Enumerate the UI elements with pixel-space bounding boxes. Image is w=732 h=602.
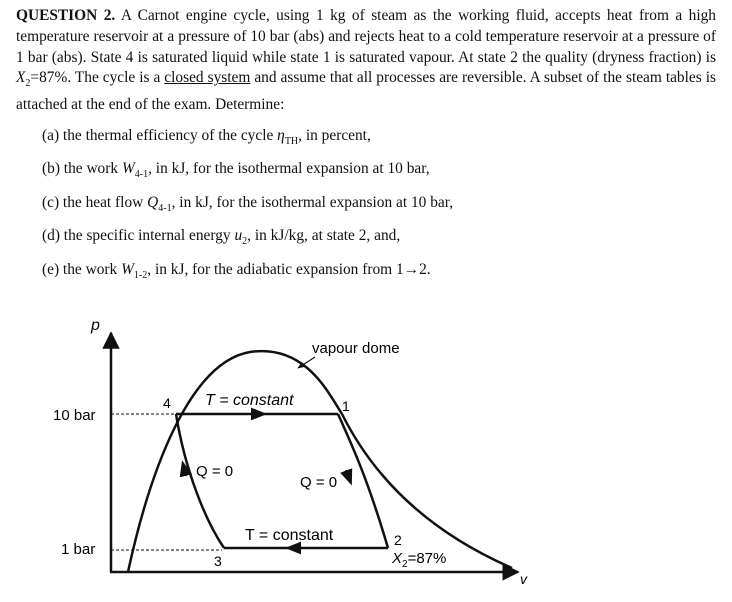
right-adiabat-label: Q = 0: [300, 474, 338, 491]
x-axis-label: v: [520, 571, 527, 587]
part-d-suffix: , in kJ/kg, at state 2, and,: [247, 227, 401, 245]
quality-subscript: 2: [25, 78, 31, 90]
state-3-label: 3: [214, 553, 222, 569]
question-text-b: . The cycle is a: [67, 69, 161, 87]
part-b-text: (b) the work: [42, 160, 119, 178]
part-a-text: (a) the thermal efficiency of the cycle: [42, 126, 274, 144]
process-3-4-arrow: [184, 468, 186, 476]
bottom-process-label: T = constant: [245, 527, 334, 544]
vapour-dome-label: vapour dome: [312, 340, 400, 357]
p-high-label: 10 bar: [53, 407, 96, 424]
part-b-symbol: W: [121, 160, 135, 178]
state-4-label: 4: [163, 395, 171, 411]
part-c-text: (c) the heat flow: [42, 193, 144, 211]
process-1-2: [338, 414, 388, 548]
part-b-suffix: , in kJ, for the isothermal expansion at 10 bar,: [148, 160, 430, 178]
part-d-symbol: u: [234, 227, 243, 245]
quality-symbol: X: [16, 69, 26, 87]
part-e-text: (e) the work: [42, 260, 118, 278]
state-2-label: 2: [394, 532, 402, 548]
part-e-symbol: W: [121, 260, 134, 278]
diagram-quality-symbol: X: [392, 550, 403, 567]
question-label: QUESTION 2.: [16, 7, 116, 24]
top-process-label: [205, 392, 294, 409]
part-a-subscript: TH: [284, 135, 299, 147]
left-adiabat-label: Q = 0: [196, 463, 234, 480]
question-text-c: and assume that all processes are reversible. A subset of the steam tables is attached at the end of the exam. Determine:: [16, 69, 716, 114]
process-3-4: [176, 414, 224, 548]
part-a-suffix: , in percent,: [298, 126, 371, 144]
diagram-quality-subscript: 2: [402, 559, 408, 570]
part-c-subscript: 4-1: [158, 202, 172, 214]
quality-label: [391, 550, 446, 570]
part-e-subscript: 1-2: [133, 269, 148, 281]
part-e-suffix: , in kJ, for the adiabatic expansion from 1→2.: [147, 260, 431, 278]
top-process-label-text: T = constant: [205, 392, 294, 409]
part-d-subscript: 2: [242, 236, 248, 248]
part-a-symbol: η: [277, 126, 285, 144]
state-1-label: 1: [342, 398, 350, 414]
diagram-quality-value: =87%: [407, 550, 447, 567]
part-c-suffix: , in kJ, for the isothermal expansion at 10 bar,: [171, 193, 454, 211]
closed-system-text: closed system: [164, 69, 251, 87]
y-axis-label: p: [91, 317, 100, 334]
part-d-text: (d) the specific internal energy: [42, 227, 231, 245]
process-1-2-arrow: [346, 470, 349, 478]
part-c-symbol: Q: [147, 193, 159, 211]
quality-value: =87%: [30, 69, 68, 87]
question-text-a: A Carnot engine cycle, using 1 kg of steam as the working fluid, accepts heat from a high temperature reservoir at a pressure of 10 bar (abs) and rejects heat to a cold temperature reservoir at a pressure of 1 bar (abs). State 4 is saturated liquid while state 1 is saturated vapour. At state 2 the quality (dryness fraction) is: [16, 7, 716, 66]
p-low-label: 1 bar: [61, 541, 96, 558]
part-b-subscript: 4-1: [134, 169, 149, 181]
